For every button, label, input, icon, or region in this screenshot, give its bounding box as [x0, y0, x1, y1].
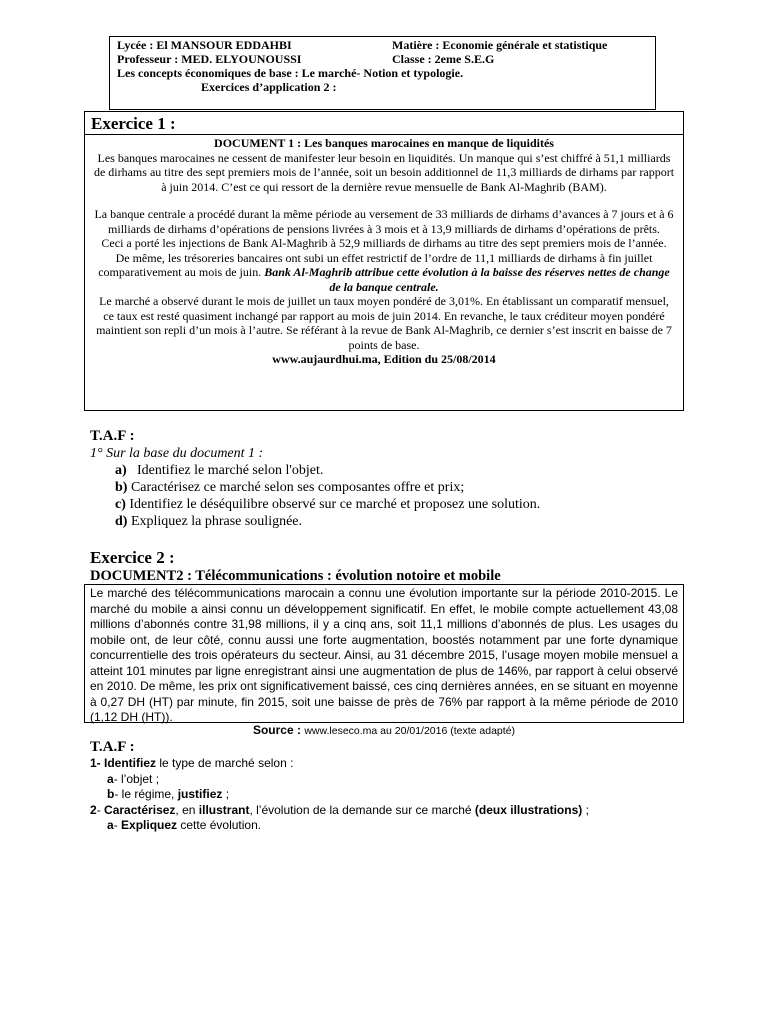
- concepts-label: Les concepts économiques de base : Le marché- Notion et typologie.: [117, 66, 464, 80]
- taf2-section: [90, 739, 589, 834]
- taf2-question-1a: a- l’objet ;: [107, 771, 160, 786]
- exercice1-title: Exercice 1 :: [84, 111, 684, 135]
- document2-body: Le marché des télécommunications marocain a connu une évolution importante sur la période 2010-2015. Le marché du mobile a ainsi connu un développement significatif. En effet, le mobile compte actuellement 43,08 millions d’abonnés contre 31,98 millions, il y a cinq ans, soit 11,1 millions d’abonnés de plus. Les usages du mobile ont, de leur côté, connu aussi une forte augmentation, boostés notamment par une forte dynamique concurrentielle des trois opérateurs du secteur. Ainsi, au 31 décembre 2015, l’usage moyen mobile mensuel a atteint 101 minutes par ligne enregistrant ainsi une augmentation de plus de 146%, par rapport à celui observé en 2010. De même, les prix ont significativement baissé, ces cinq dernières années, en se situant en moyenne à 0,27 DH (HT) par minute, fin 2015, soit une baisse de près de 76% par rapport à la même période de 2010 (1,12 DH (HT)).: [90, 586, 678, 724]
- document2-title: DOCUMENT2 : Télécommunications : évolution notoire et mobile: [90, 568, 501, 584]
- document1-paragraph-3: Ceci a porté les injections de Bank Al-Maghrib à 52,9 milliards de dirhams au titre des sept premiers mois de l’année. De même, les trésoreries bancaires ont subi un effet restrictif de l’ordre de 11,1 milliards de dirhams à fin juillet comparativement au mois de juin. Bank Al-Maghrib attribue cette évolution à la baisse des réserves nettes de change de la banque centrale.: [98, 236, 670, 294]
- document1-box: [84, 135, 684, 411]
- professeur-label: Professeur : MED. ELYOUNOUSSI: [117, 52, 302, 66]
- lycee-label: Lycée : El MANSOUR EDDAHBI: [117, 38, 292, 52]
- taf1-question-b: b) Caractérisez ce marché selon ses composantes offre et prix;: [115, 480, 465, 495]
- document2-box: [84, 584, 684, 723]
- document1-paragraph-2: La banque centrale a procédé durant la même période au versement de 33 milliards de dirhams d’avances à 7 jours et à 6 milliards de dirhams d’opérations de pensions livrées à 3 mois et à 13,9 milliards de dirhams d’opérations de prêts.: [94, 207, 674, 236]
- document1-title: DOCUMENT 1 : Les banques marocaines en manque de liquidités: [214, 136, 554, 150]
- taf2-question-1b: b- le régime, justifiez ;: [107, 787, 230, 801]
- taf2-heading: T.A.F :: [90, 739, 135, 755]
- exercice2-title: Exercice 2 :: [90, 548, 175, 567]
- header-box: [109, 36, 656, 110]
- taf1-question-d: d) Expliquez la phrase soulignée.: [115, 514, 303, 529]
- document1-source: www.aujaurdhui.ma, Edition du 25/08/2014: [272, 352, 496, 366]
- document1-paragraph-1: Les banques marocaines ne cessent de manifester leur besoin en liquidités. Un manque qui s’est chiffré à 51,1 milliards de dirhams au titre des sept premiers mois de l’année, soit un besoin additionnel de 11,3 milliards de dirhams par rapport à juin 2014. C’est ce qui ressort de la dernière revue mensuelle de Bank Al-Maghrib (BAM).: [93, 150, 675, 194]
- underlined-sentence: Bank Al-Maghrib attribue cette évolution à la baisse des réserves nettes de change de la banque centrale.: [264, 265, 670, 294]
- document2-source: Source : www.leseco.ma au 20/01/2016 (texte adapté): [252, 723, 516, 737]
- taf1-heading: T.A.F :: [90, 428, 135, 444]
- taf1-intro: 1° Sur la base du document 1 :: [90, 446, 264, 461]
- matiere-label: Matière : Economie générale et statistique: [392, 38, 608, 52]
- taf1-section: [90, 428, 540, 530]
- classe-label: Classe : 2eme S.E.G: [392, 52, 495, 66]
- taf1-question-a: a) Identifiez le marché selon l'objet.: [115, 463, 324, 478]
- exercices-label: Exercices d’application 2 :: [201, 80, 337, 94]
- taf2-question-2a: a- Expliquez cette évolution.: [107, 818, 262, 832]
- taf1-question-c: c) Identifiez le déséquilibre observé sur ce marché et proposez une solution.: [115, 497, 541, 512]
- taf2-question-1: 1- Identifiez le type de marché selon :: [90, 756, 294, 770]
- taf2-question-2: 2- Caractérisez, en illustrant, l’évolution de la demande sur ce marché (deux illustrations) ;: [90, 802, 589, 817]
- document1-paragraph-4: Le marché a observé durant le mois de juillet un taux moyen pondéré de 3,01%. En établissant un comparatif mensuel, ce taux est resté quasiment inchangé par rapport au mois de juin 2014. En revanche, le taux créditeur moyen pondéré maintient son repli d’un mois à l’autre. Se référant à la revue de Bank Al-Maghrib, ce dernier s’est inscrit en baisse de 7 points de base.: [96, 294, 672, 352]
